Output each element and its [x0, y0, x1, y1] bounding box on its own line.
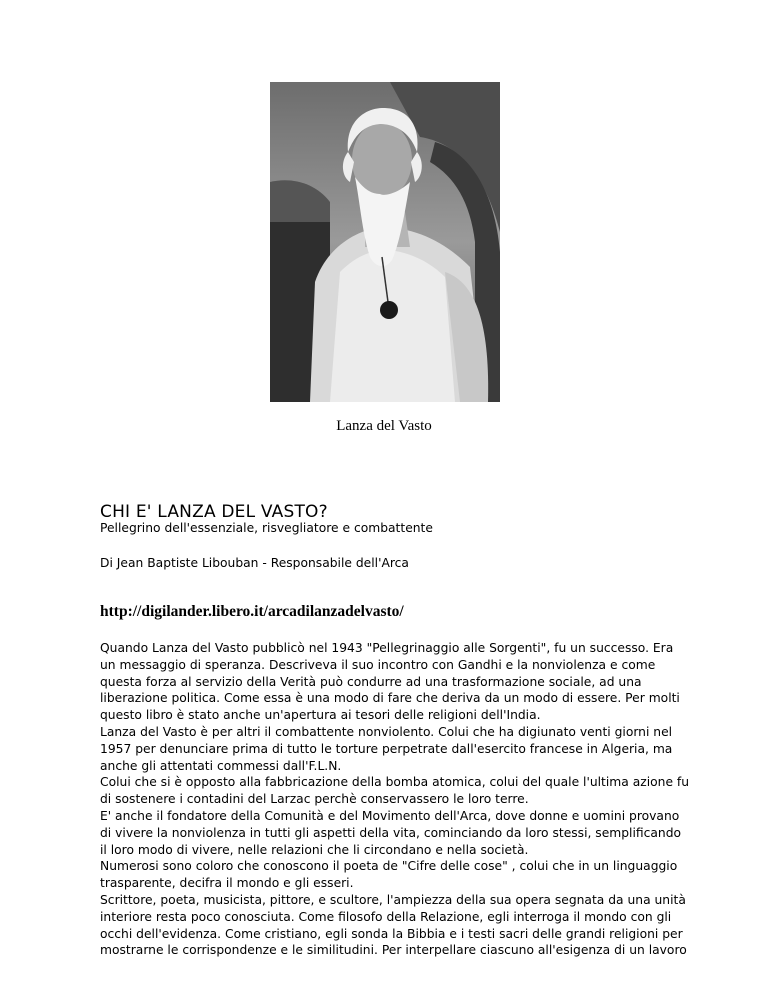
body-line: anche gli attentati commessi dall'F.L.N. — [100, 758, 342, 773]
article-author: Di Jean Baptiste Libouban - Responsabile dell'Arca — [100, 556, 409, 570]
body-line: Numerosi sono coloro che conoscono il poeta de "Cifre delle cose" , colui che in un linguaggio — [100, 859, 678, 874]
body-line: mostrarne le corrispondenze e le similitudini. Per interpellare ciascuno all'esigenza di un lavoro — [100, 943, 687, 958]
body-line: liberazione politica. Come essa è una modo di fare che deriva da un modo di essere. Per molti — [100, 691, 680, 706]
body-line: questo libro è stato anche un'apertura ai tesori delle religioni dell'India. — [100, 708, 541, 723]
body-line: un messaggio di speranza. Descriveva il suo incontro con Gandhi e la nonviolenza e come — [100, 657, 656, 672]
body-line: 1957 per denunciare prima di tutto le torture perpetrate dall'esercito francese in Algeria, ma — [100, 741, 673, 756]
body-line: Scrittore, poeta, musicista, pittore, e scultore, l'ampiezza della sua opera segnata da una unità — [100, 892, 686, 907]
body-line: Quando Lanza del Vasto pubblicò nel 1943 "Pellegrinaggio alle Sorgenti", fu un successo. Era — [100, 641, 674, 655]
body-line: trasparente, decifra il mondo e gli esseri. — [100, 876, 354, 891]
body-line: il loro modo di vivere, nelle relazioni che li circondano e nella società. — [100, 842, 529, 857]
body-line: questa forza al servizio della Verità può condurre ad una trasformazione sociale, ad una — [100, 674, 642, 689]
article-title: CHI E' LANZA DEL VASTO? — [100, 502, 328, 522]
body-line: Colui che si è opposto alla fabbricazione della bomba atomica, colui del quale l'ultima azione fu — [100, 775, 690, 790]
body-line: occhi dell'evidenza. Come cristiano, egli sonda la Bibbia e i testi sacri delle grandi religioni per — [100, 926, 683, 941]
source-url: http://digilander.libero.it/arcadilanzadelvasto/ — [100, 603, 404, 620]
article-subtitle: Pellegrino dell'essenziale, risvegliatore e combattente — [100, 521, 433, 535]
body-line: interiore resta poco conosciuta. Come filosofo della Relazione, egli interroga il mondo con gli — [100, 909, 672, 924]
photo-caption: Lanza del Vasto — [336, 418, 432, 434]
article-body — [100, 640, 690, 959]
body-line: di sostenere i contadini del Larzac perchè conservassero le loro terre. — [100, 792, 529, 807]
body-line: E' anche il fondatore della Comunità e del Movimento dell'Arca, dove donne e uomini provano — [100, 808, 680, 823]
body-line: Lanza del Vasto è per altri il combattente nonviolento. Colui che ha digiunato venti giorni nel — [100, 724, 673, 739]
portrait-photo — [270, 82, 500, 402]
body-line: di vivere la nonviolenza in tutti gli aspetti della vita, cominciando da loro stessi, semplificando — [100, 825, 682, 840]
